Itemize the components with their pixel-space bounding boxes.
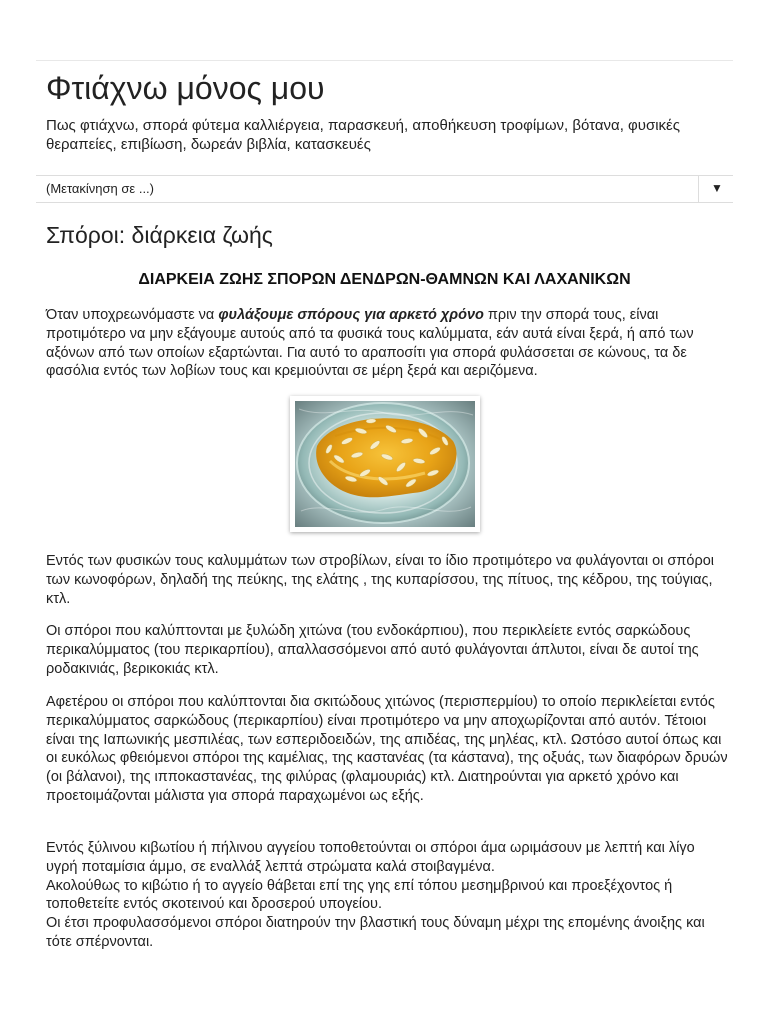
caret-down-icon[interactable]: ▼	[711, 181, 723, 195]
paragraph-1-intro: Όταν υποχρεωνόμαστε να	[46, 307, 219, 323]
paragraph-1-rest: πριν την σπορά τους, είναι προτιμότερο να μην εξάγουμε αυτούς από τα φυσικά τους καλύμματα, εάν αυτά είναι ξερά, ή από των αξόνων από των οποίων εξαρτώνται. Για αυτό το αραποσίτι για σπορά φυλάσσεται σε κώνους, τα δε φασόλια εντός των λοβίων τους και κρεμιούνται σε μέρη ξερά και αεριζόμενα.	[46, 307, 694, 380]
paragraph-5-line-1: Εντός ξύλινου κιβωτίου ή πήλινου αγγείου τοποθετούνται οι σπόροι άμα ωριμάσουν με λεπτή και λίγο υγρή ποταμίσια άμμο, σε εναλλάξ λεπτά στρώματα καλά στοιβαγμένα.	[46, 840, 695, 875]
seeds-in-bowl-image	[295, 401, 475, 527]
post-title[interactable]: Σπόροι: διάρκεια ζωής	[46, 222, 273, 248]
navigation-dropdown-label: (Μετακίνηση σε ...)	[46, 181, 154, 196]
paragraph-5-line-2: Ακολούθως το κιβώτιο ή το αγγείο θάβεται επί της γης επί τόπου μεσημβρινού και προεξέχοντος ή τοποθετείτε εντός σκοτεινού και δροσερού υπογείου.	[46, 877, 673, 913]
paragraph-5-line-3: Οι έτσι προφυλασσόμενοι σπόροι διατηρούν την βλαστική τους δύναμη μέχρι της επομένης άνοιξης και τότε σπέρνονται.	[46, 915, 705, 950]
post-paragraph-4: Αφετέρου οι σπόροι που καλύπτονται δια σκιτώδους χιτώνος (περισπερμίου) το οποίο περικλείεται εντός περικαλύμματος σαρκώδους (περικαρπίου) είναι προτιμότερο να μην αποχωρίζονται από αυτόν. Τέτοιοι είναι της Ιαπωνικής μεσπιλέας, των εσπεριδοειδών, της απιδέας, της μηλέας, κτλ. Ωστόσο αυτοί όπως και οι ευκόλως φθειόμενοι σπόροι της καμέλιας, της καστανέας (τα κάστανα), της οξυάς, των διαφόρων δρυών (οι βάλανοι), της ιπποκαστανέας, της φιλύρας (φλαμουριάς) κτλ. Διατηρούνται για αρκετό χρόνο και προετοιμάζονται μάλιστα για σπορά παραχωμένοι ως εξής.	[46, 694, 728, 804]
dropdown-divider	[698, 176, 699, 202]
post-paragraph-1	[46, 306, 728, 381]
blog-title[interactable]: Φτιάχνω μόνος μου	[46, 70, 325, 106]
post-paragraph-3: Οι σπόροι που καλύπτονται με ξυλώδη χιτώνα (του ενδοκάρπιου), που περικλείετε εντός σαρκώδους περικαλύμματος (του περικαρπίου), απαλλασσόμενοι από αυτό φυλάγονται άπλυτοι, είναι δε αυτοί της ροδακινιάς, βερικοκιάς κτλ.	[46, 623, 699, 677]
blog-description: Πως φτιάχνω, σπορά φύτεμα καλλιέργεια, παρασκευή, αποθήκευση τροφίμων, βότανα, φυσικές θεραπείες, επιβίωση, δωρεάν βιβλία, κατασκευές	[46, 117, 680, 153]
navigation-dropdown[interactable]	[36, 175, 733, 203]
seeds-photo[interactable]	[290, 396, 480, 532]
post-paragraph-2: Εντός των φυσικών τους καλυμμάτων των στροβίλων, είναι το ίδιο προτιμότερο να φυλάγονται οι σπόροι των κωνοφόρων, δηλαδή της πεύκης, της ελάτης , της κυπαρίσσου, της πίτυος, της κέδρου, της τούγιας, κτλ.	[46, 553, 714, 607]
post-paragraph-5	[46, 839, 728, 952]
paragraph-1-emphasis: φυλάξουμε σπόρους για αρκετό χρόνο	[218, 307, 484, 323]
post-heading: ΔΙΑΡΚΕΙΑ ΖΩΗΣ ΣΠΟΡΩΝ ΔΕΝΔΡΩΝ-ΘΑΜΝΩΝ ΚΑΙ ΛΑΧΑΝΙΚΩΝ	[138, 271, 631, 288]
header-divider	[36, 60, 733, 61]
